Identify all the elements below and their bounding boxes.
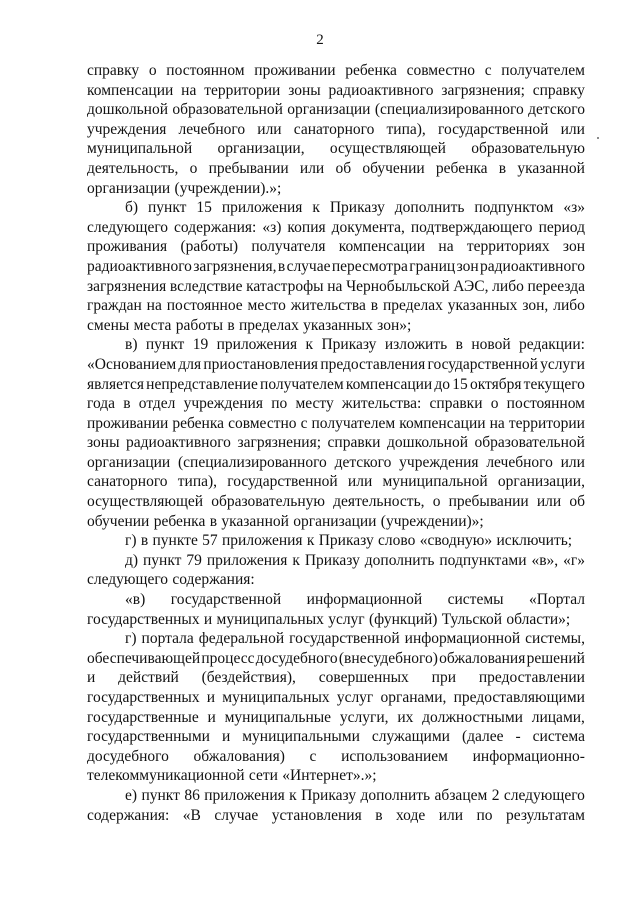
text-line: является непредставление получателем компенсации до 15 октября текущего [87, 375, 585, 393]
text-line: государственных и муниципальных услуг органами, предоставляющими [87, 689, 585, 706]
text-line: года в отдел учреждения по месту жительства: справки о постоянном [87, 395, 585, 413]
text-line: «Основанием для приостановления предоставления государственной услуги [87, 355, 585, 373]
text-line: деятельность, о пребывании или об обучении ребенка в указанной [87, 159, 585, 177]
text-line: муниципальной организации, осуществляющей образовательную [87, 140, 585, 158]
page-number: 2 [316, 32, 324, 48]
text-line: телекоммуникационной сети «Интернет».»; [87, 767, 377, 785]
text-line: д) пункт 79 приложения к Приказу дополнить подпунктами «в», «г» [125, 551, 585, 569]
text-line: обучении ребенка в указанной организации (учреждении)»; [87, 512, 484, 530]
margin-mark [597, 137, 599, 139]
text-line: осуществляющей образовательную деятельность, о пребывании или об [87, 493, 585, 511]
text-line: в) пункт 19 приложения к Приказу изложить в новой редакции: [125, 336, 585, 354]
text-line: зоны радиоактивного загрязнения; справки дошкольной образовательной [87, 434, 585, 452]
text-line: радиоактивного загрязнения, в случае пересмотра границ зон радиоактивного [87, 257, 585, 275]
text-line: загрязнения вследствие катастрофы на Чернобыльской АЭС, либо переезда [87, 277, 585, 295]
text-line: санаторного типа), государственной или муниципальной организации, [87, 473, 585, 491]
text-line: следующего содержания: [87, 571, 255, 589]
text-line: смены места работы в пределах указанных зон»; [87, 316, 412, 334]
text-line: следующего содержания: «з) копия документа, подтверждающего период [87, 218, 585, 236]
text-line: «в) государственной информационной системы «Портал [125, 591, 585, 609]
text-line: проживания (работы) получателя компенсации на территориях зон [87, 238, 585, 256]
text-line: граждан на постоянное место жительства в пределах указанных зон, либо [87, 297, 585, 315]
text-line: организации (учреждении).»; [87, 179, 282, 197]
text-line: государственными и муниципальными служащими (далее - система [87, 728, 585, 746]
text-line: дошкольной образовательной организации (специализированного детского [87, 101, 585, 119]
text-line: организации (специализированного детского учреждения лечебного или [87, 453, 585, 471]
text-line: государственных и муниципальных услуг (функций) Тульской области»; [87, 610, 571, 628]
text-line: государственные и муниципальные услуги, их должностными лицами, [87, 708, 585, 726]
text-line: г) в пункте 57 приложения к Приказу слово «сводную» исключить; [125, 532, 573, 550]
text-line: проживании ребенка совместно с получателем компенсации на территории [87, 414, 585, 432]
document-body [87, 61, 585, 825]
text-line: справку о постоянном проживании ребенка совместно с получателем [87, 62, 585, 79]
text-line: учреждения лечебного или санаторного типа), государственной или [87, 120, 585, 138]
text-line: обеспечивающей процесс досудебного (внесудебного) обжалования решений [87, 649, 585, 667]
text-line: б) пункт 15 приложения к Приказу дополнить подпунктом «з» [125, 199, 585, 217]
text-line: г) портала федеральной государственной информационной системы, [125, 630, 585, 648]
text-line: е) пункт 86 приложения к Приказу дополнить абзацем 2 следующего [125, 786, 585, 804]
text-line: компенсации на территории зоны радиоактивного загрязнения; справку [87, 81, 585, 99]
text-line: содержания: «В случае установления в ходе или по результатам [87, 806, 585, 824]
text-line: и действий (бездействия), совершенных при предоставлении [87, 669, 585, 687]
text-line: досудебного обжалования) с использованием информационно- [87, 747, 585, 765]
